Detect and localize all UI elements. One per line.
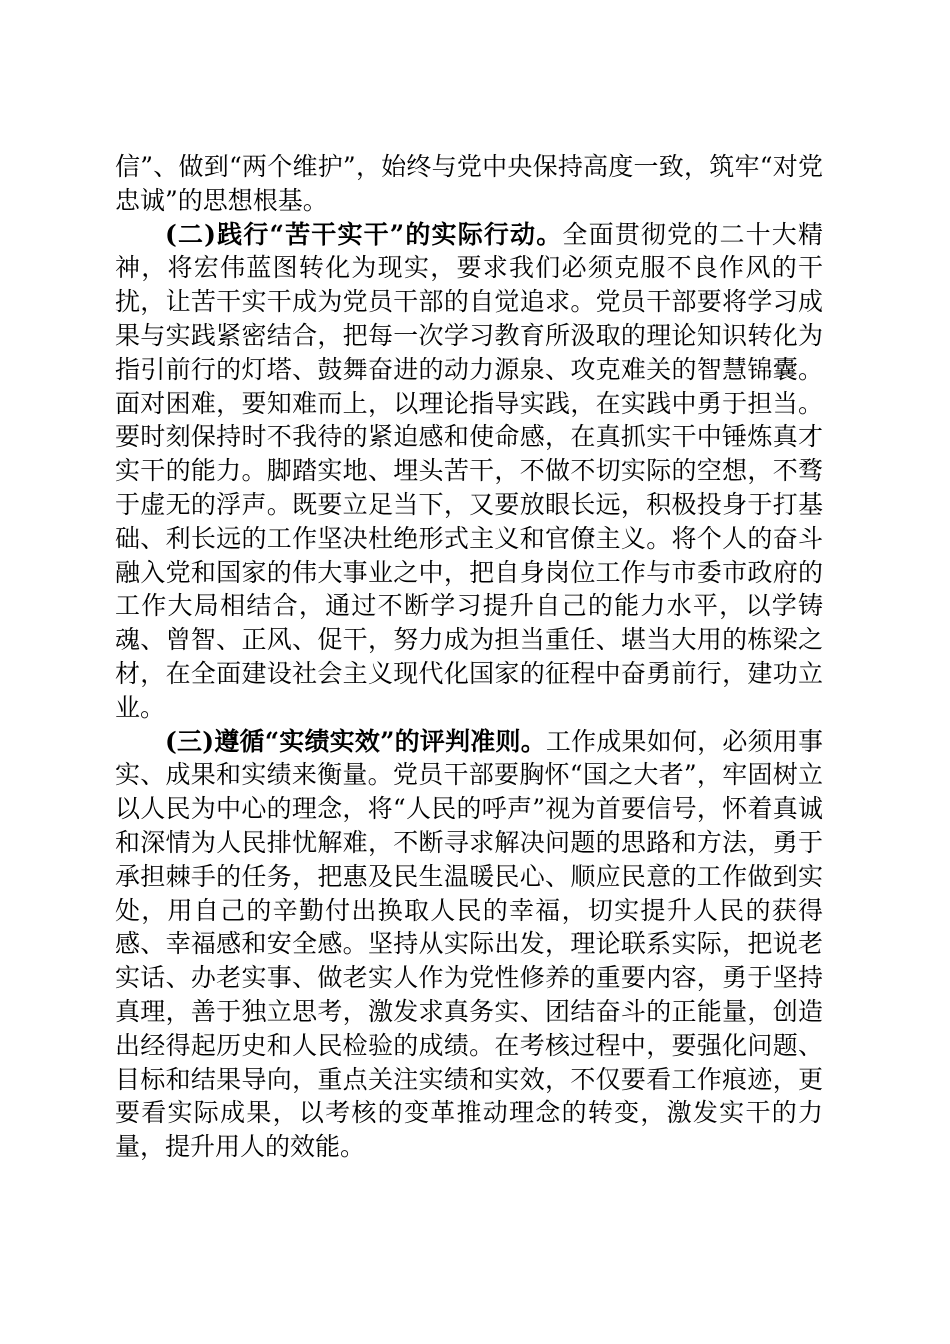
paragraph-continuation bbox=[115, 150, 823, 218]
document-page bbox=[115, 150, 823, 1164]
paragraph-text: 工作成果如何，必须用事实、成果和实绩来衡量。党员干部要胸怀“国之大者”，牢固树立以人民为中心的理念，将“人民的呼声”视为首要信号，怀着真诚和深情为人民排忧解难，不断寻求解决问题的思路和方法，勇于承担棘手的任务，把惠及民生温暖民心、顺应民意的工作做到实处，用自己的辛勤付出换取人民的幸福，切实提升人民的获得感、幸福感和安全感。坚持从实际出发，理论联系实际，把说老实话、办老实事、做老实人作为党性修养的重要内容，勇于坚持真理，善于独立思考，激发求真务实、团结奋斗的正能量，创造出经得起历史和人民检验的成绩。在考核过程中，要强化问题、目标和结果导向，重点关注实绩和实效，不仅要看工作痕迹，更要看实际成果，以考核的变革推动理念的转变，激发实干的力量，提升用人的效能。 bbox=[115, 726, 823, 1162]
section-heading: (三)遵循“实绩实效”的评判准则。 bbox=[165, 726, 546, 756]
paragraph-text: 信”、做到“两个维护”，始终与党中央保持高度一致，筑牢“对党忠诚”的思想根基。 bbox=[115, 152, 823, 215]
paragraph-text: 全面贯彻党的二十大精神，将宏伟蓝图转化为现实，要求我们必须克服不良作风的干扰，让苦干实干成为党员干部的自觉追求。党员干部要将学习成果与实践紧密结合，把每一次学习教育所汲取的理论知识转化为指引前行的灯塔、鼓舞奋进的动力源泉、攻克难关的智慧锦囊。面对困难，要知难而上，以理论指导实践，在实践中勇于担当。要时刻保持时不我待的紧迫感和使命感，在真抓实干中锤炼真才实干的能力。脚踏实地、埋头苦干，不做不切实际的空想，不骛于虚无的浮声。既要立足当下，又要放眼长远，积极投身于打基础、利长远的工作坚决杜绝形式主义和官僚主义。将个人的奋斗融入党和国家的伟大事业之中，把自身岗位工作与市委市政府的工作大局相结合，通过不断学习提升自己的能力水平，以学铸魂、曾智、正风、促干，努力成为担当重任、堪当大用的栋梁之材，在全面建设社会主义现代化国家的征程中奋勇前行，建功立业。 bbox=[115, 219, 823, 722]
paragraph-section-3 bbox=[115, 725, 823, 1164]
section-heading: (二)践行“苦干实干”的实际行动。 bbox=[165, 219, 563, 249]
paragraph-section-2 bbox=[115, 218, 823, 725]
